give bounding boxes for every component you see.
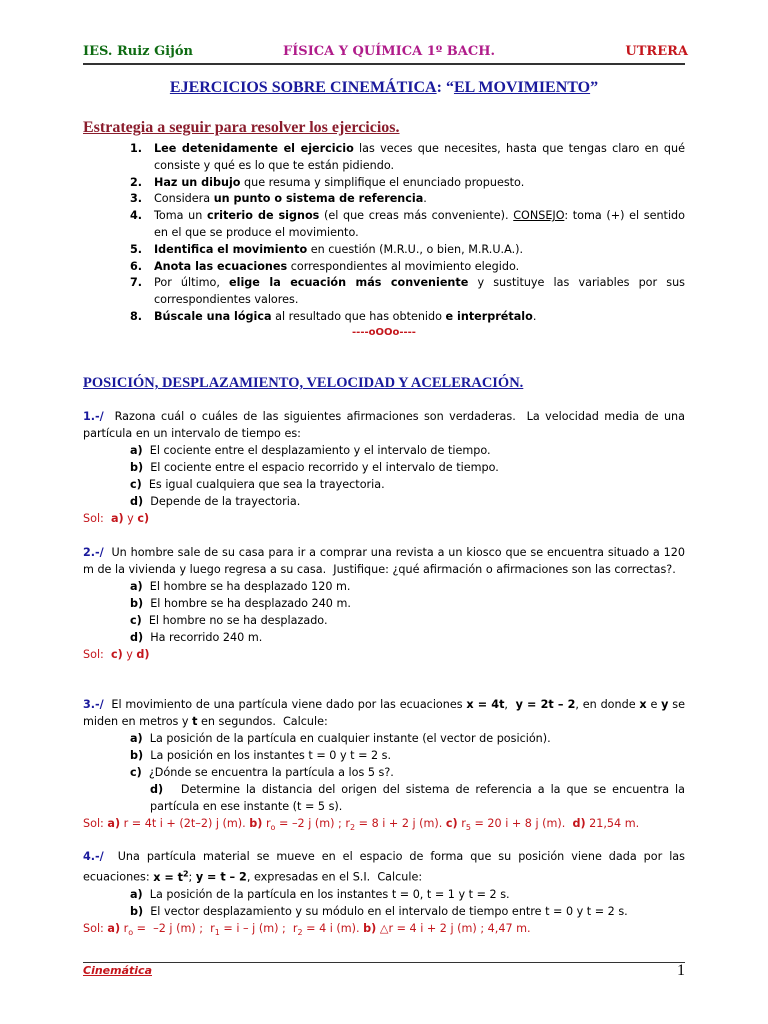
- exercise-2: 2.-/ Un hombre sale de su casa para ir a comprar una revista a un kiosco que se encuentra situado a 120 m de la vivienda y luego regresa a su casa. Justifique: ¿qué afirmación o afirmaciones son las correctas?. a) El hombre se ha desplazado 120 m. b) El hombre se ha desplazado 240 m. c) El hombre no se ha desplazado. d) Ha recorrido 240 m. Sol: c) y d): [83, 546, 685, 661]
- list-item: 7. Por último, elige la ecuación más conveniente y sustituye las variables por sus correspondientes valores.: [130, 276, 685, 307]
- list-item: 4. Toma un criterio de signos (el que creas más conveniente). CONSEJO: toma (+) el sentido en el que se produce el movimiento.: [130, 209, 685, 239]
- header-rule: [83, 63, 685, 65]
- list-item: 1. Lee detenidamente el ejercicio las veces que necesites, hasta que tengas claro en qué consiste y qué es lo que te están pidiendo.: [130, 142, 685, 172]
- course-name: FÍSICA Y QUÍMICA 1º BACH.: [283, 44, 496, 59]
- list-item: 3. Considera un punto o sistema de referencia.: [130, 192, 427, 206]
- page-header: [83, 44, 688, 64]
- separator: ----oOOo----: [352, 327, 416, 338]
- exercise-3: 3.-/ El movimiento de una partícula viene dado por las ecuaciones x = 4t, y = 2t – 2, en donde x e y se miden en metros y t en segundos. Calcule: a) La posición de la partícula en cualquier instante (el vector de posición). b) La posición en los instantes t = 0 y t = 2 s. c) ¿Dónde se encuentra la partícula a los 5 s?. d) Determine la distancia del origen del sistema de referencia a la que se encuentra la partícula en ese instante (t = 5 s). Sol: a) r = 4t i + (2t–2) j (m). b) $r_o = -2$ j (m) ; $r_2 = 8$ i + 2 j (m). c) $r_5 = 20$ i + 8 j (m). d) 21,54 m.: [83, 698, 685, 833]
- exercise-4: 4.-/ Una partícula material se mueve en el espacio de forma que su posición viene dada por las ecuaciones: $x = t^2$; y = t – 2, expresadas en el S.I. Calcule: a) La posición de la partícula en los instantes t = 0, t = 1 y t = 2 s. b) El vector desplazamiento y su módulo en el intervalo de tiempo entre t = 0 y t = 2 s. Sol: a) $r_o = -2$ j (m) ; $r_1 = i - j$ (m) ; $r_2 = 4$ i (m). b) △r = 4 i + 2 j (m) ; 4,47 m.: [83, 850, 685, 937]
- document-title: EJERCICIOS SOBRE CINEMÁTICA: “EL MOVIMIENTO”: [169, 79, 599, 96]
- page-number: 1: [677, 962, 685, 979]
- school-name: IES. Ruiz Gijón: [83, 44, 193, 59]
- exercise-1: 1.-/ Razona cuál o cuáles de las siguientes afirmaciones son verdaderas. La velocidad media de una partícula en un intervalo de tiempo es: a) El cociente entre el desplazamiento y el intervalo de tiempo. b) El cociente entre el espacio recorrido y el intervalo de tiempo. c) Es igual cualquiera que sea la trayectoria. d) Depende de la trayectoria. Sol: a) y c): [83, 410, 685, 525]
- list-item: 6. Anota las ecuaciones correspondientes al movimiento elegido.: [130, 259, 520, 273]
- list-item: 2. Haz un dibujo que resuma y simplifique el enunciado propuesto.: [130, 175, 525, 189]
- footer-label: Cinemática: [83, 964, 152, 977]
- strategy-steps: [130, 141, 685, 326]
- strategy-heading: Estrategia a seguir para resolver los ejercicios.: [83, 119, 400, 136]
- list-item: 5. Identifica el movimiento en cuestión (M.R.U., o bien, M.R.U.A.).: [130, 242, 524, 256]
- town-name: UTRERA: [625, 44, 688, 59]
- section-heading: POSICIÓN, DESPLAZAMIENTO, VELOCIDAD Y ACELERACIÓN.: [83, 375, 524, 391]
- footer-rule: [83, 962, 685, 963]
- list-item: 8. Búscale una lógica al resultado que has obtenido e interprétalo.: [130, 309, 537, 323]
